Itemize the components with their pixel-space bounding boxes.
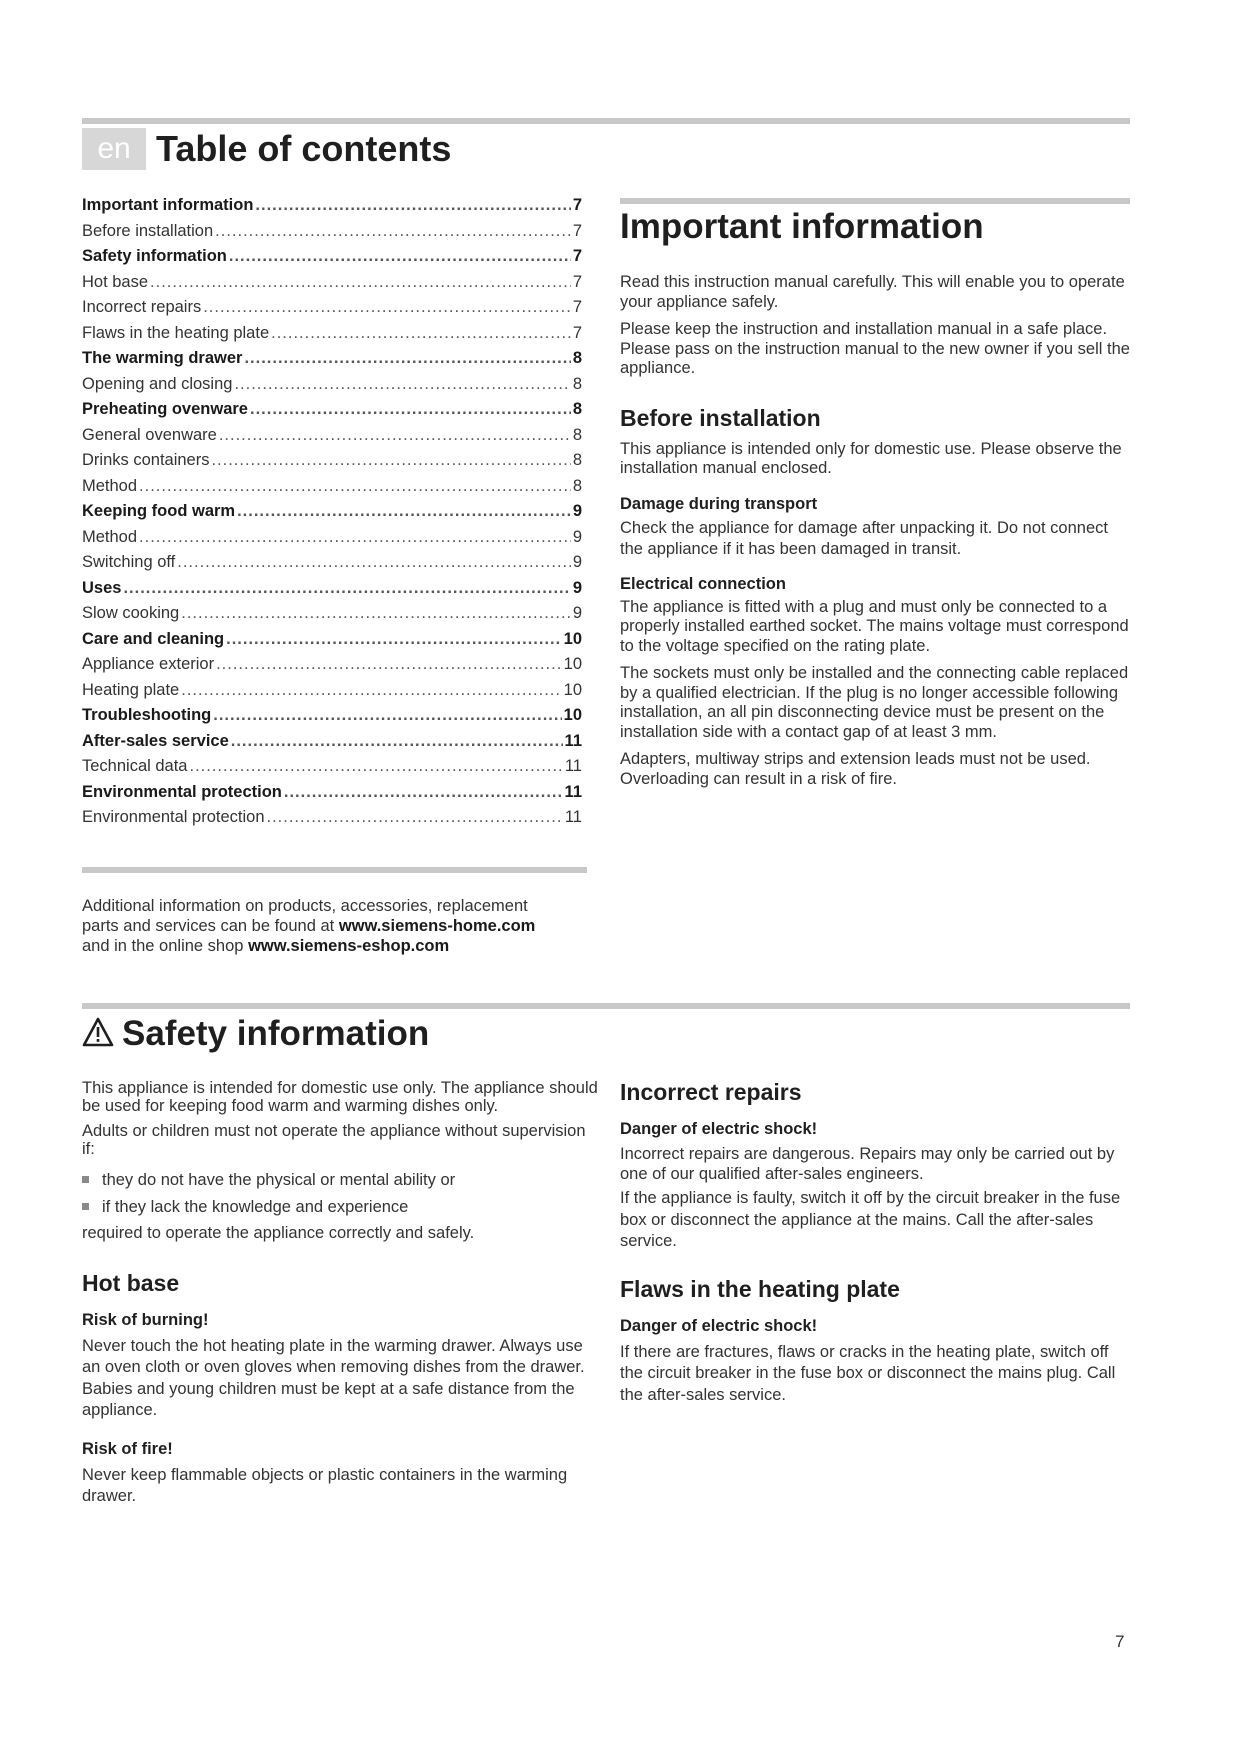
electrical-p2: The sockets must only be installed and the connecting cable replaced by a qualified electrician. If the plug is no longer accessible following installation, an all pin disconnecting device must be present on the installation side with a contact gap of at least 3 mm. — [620, 664, 1129, 741]
toc-entry-page: 11 — [564, 808, 582, 826]
siemens-home-link[interactable]: www.siemens-home.com — [338, 917, 536, 935]
risk-fire-heading: Risk of fire! — [82, 1439, 173, 1458]
important-rule — [620, 198, 1130, 204]
toc-entry-page: 7 — [572, 221, 582, 240]
toc-entry-page: 7 — [572, 196, 582, 214]
toc-entry-page: 11 — [564, 731, 582, 750]
toc-leader-dots — [213, 706, 561, 725]
toc-entry-label: After-sales service — [82, 731, 229, 750]
toc-entry[interactable] — [82, 502, 582, 528]
toc-entry[interactable] — [82, 757, 582, 783]
table-of-contents — [82, 196, 582, 834]
toc-entry-page: 9 — [572, 604, 582, 622]
toc-leader-dots — [284, 783, 563, 802]
toc-leader-dots — [250, 400, 571, 419]
toc-entry-page: 10 — [563, 680, 582, 699]
flaws-electric-shock-heading: Danger of electric shock! — [620, 1316, 818, 1335]
toc-entry[interactable] — [82, 681, 582, 707]
note-line-3: and in the online shop www.siemens-eshop.com — [82, 937, 450, 955]
repairs-p2: If the appliance is faulty, switch it off by the circuit breaker in the fuse box or disconnect the appliance at the mains. Call the after-sales service. — [620, 1189, 1121, 1250]
toc-leader-dots — [203, 298, 571, 317]
toc-leader-dots — [139, 477, 571, 496]
toc-entry-label: Opening and closing — [82, 374, 233, 393]
toc-entry-page: 9 — [572, 553, 582, 571]
toc-entry-page: 9 — [572, 578, 582, 597]
toc-entry-label: Heating plate — [82, 680, 180, 699]
toc-entry-page: 10 — [563, 706, 582, 724]
toc-leader-dots — [139, 528, 571, 547]
toc-entry-page: 8 — [572, 476, 582, 495]
safety-right-column — [620, 1078, 1130, 1406]
page-title: Table of contents — [156, 128, 452, 169]
toc-entry-label: The warming drawer — [82, 349, 243, 367]
toc-entry-page: 8 — [572, 451, 582, 469]
toc-entry-page: 7 — [572, 323, 582, 342]
toc-entry-page: 7 — [572, 272, 582, 291]
toc-entry-label: Drinks containers — [82, 451, 210, 469]
toc-leader-dots — [271, 324, 571, 343]
toc-leader-dots — [255, 196, 570, 215]
toc-entry-page: 10 — [563, 655, 582, 673]
toc-entry-label: Care and cleaning — [82, 629, 225, 648]
important-info-heading: Important information — [620, 207, 984, 246]
risk-fire-text: Never keep flammable objects or plastic containers in the warming drawer. — [82, 1465, 568, 1505]
toc-leader-dots — [190, 757, 563, 776]
safety-left-column — [82, 1080, 602, 1508]
toc-entry-label: Appliance exterior — [82, 655, 215, 673]
hot-base-heading: Hot base — [82, 1269, 180, 1296]
toc-entry-label: Troubleshooting — [82, 706, 212, 724]
important-info-section — [620, 273, 1130, 789]
toc-entry[interactable] — [82, 426, 582, 452]
safety-info-heading: Safety information — [82, 1013, 429, 1055]
toc-entry[interactable] — [82, 349, 582, 375]
risk-burning-heading: Risk of burning! — [82, 1310, 209, 1329]
important-p1: Read this instruction manual carefully. This will enable you to operate your appliance safely. — [620, 273, 1125, 311]
toc-entry-label: Incorrect repairs — [82, 298, 202, 316]
toc-entry-label: Method — [82, 527, 138, 546]
toc-entry-page: 11 — [564, 782, 582, 801]
toc-entry[interactable] — [82, 732, 582, 758]
toc-entry-page: 11 — [564, 757, 582, 775]
safety-p2: Adults or children must not operate the appliance without supervision if: — [82, 1122, 586, 1158]
toc-entry[interactable] — [82, 247, 582, 273]
toc-entry[interactable] — [82, 783, 582, 809]
toc-entry-page: 8 — [572, 374, 582, 393]
toc-entry-label: Before installation — [82, 221, 214, 240]
siemens-eshop-link[interactable]: www.siemens-eshop.com — [248, 937, 450, 955]
note-rule — [82, 867, 587, 873]
toc-entry-label: Keeping food warm — [82, 502, 236, 520]
toc-entry-label: Uses — [82, 578, 122, 597]
before-installation-text: This appliance is intended only for domestic use. Please observe the installation manual enclosed. — [620, 439, 1122, 477]
list-item: they do not have the physical or mental ability or — [82, 1170, 602, 1190]
safety-p3: required to operate the appliance correctly and safely. — [82, 1224, 475, 1242]
page-number: 7 — [1115, 1632, 1125, 1651]
toc-entry[interactable] — [82, 655, 582, 681]
toc-entry[interactable] — [82, 808, 582, 834]
header-rule — [82, 118, 1130, 124]
toc-leader-dots — [211, 451, 570, 470]
toc-entry[interactable] — [82, 196, 582, 222]
toc-leader-dots — [177, 553, 571, 572]
toc-entry[interactable] — [82, 706, 582, 732]
incorrect-repairs-heading: Incorrect repairs — [620, 1079, 802, 1105]
electrical-connection-heading: Electrical connection — [620, 574, 786, 593]
bullet-icon — [82, 1203, 89, 1210]
toc-entry[interactable] — [82, 553, 582, 579]
toc-entry-label: Technical data — [82, 757, 188, 775]
toc-entry-label: General ovenware — [82, 425, 217, 444]
flaws-text: If there are fractures, flaws or cracks in the heating plate, switch off the circuit breaker in the fuse box or disconnect the mains plug. Call the after-sales service. — [620, 1342, 1116, 1404]
toc-leader-dots — [237, 502, 571, 521]
toc-leader-dots — [150, 273, 571, 292]
toc-entry[interactable] — [82, 604, 582, 630]
warning-icon — [82, 1017, 114, 1047]
toc-entry-label: Important information — [82, 196, 254, 214]
toc-entry[interactable] — [82, 400, 582, 426]
toc-leader-dots — [267, 808, 563, 827]
repairs-p1: Incorrect repairs are dangerous. Repairs may only be carried out by one of our qualified after-sales engineers. — [620, 1145, 1115, 1183]
toc-entry[interactable] — [82, 375, 582, 401]
additional-info-note — [82, 896, 602, 956]
toc-entry[interactable] — [82, 298, 582, 324]
note-line-2: parts and services can be found at www.siemens-home.com — [82, 917, 536, 935]
toc-entry-page: 9 — [572, 527, 582, 546]
toc-leader-dots — [244, 349, 570, 368]
toc-entry-page: 8 — [572, 349, 582, 367]
toc-leader-dots — [216, 655, 562, 674]
toc-leader-dots — [229, 247, 571, 266]
toc-entry[interactable] — [82, 273, 582, 299]
toc-leader-dots — [123, 579, 570, 598]
toc-entry-label: Hot base — [82, 272, 149, 291]
toc-entry-label: Slow cooking — [82, 604, 180, 622]
toc-entry-label: Environmental protection — [82, 808, 265, 826]
toc-entry-label: Environmental protection — [82, 782, 282, 801]
toc-entry-page: 9 — [572, 502, 582, 520]
bullet-icon — [82, 1176, 89, 1183]
electric-shock-heading: Danger of electric shock! — [620, 1120, 818, 1138]
toc-entry-page: 10 — [563, 629, 582, 648]
damage-transport-text: Check the appliance for damage after unpacking it. Do not connect the appliance if it has been damaged in transit. — [620, 518, 1108, 558]
flaws-heating-plate-heading: Flaws in the heating plate — [620, 1275, 900, 1302]
toc-entry-page: 8 — [572, 425, 582, 444]
electrical-p3: Adapters, multiway strips and extension leads must not be used. Overloading can result in a risk of fire. — [620, 750, 1091, 788]
toc-leader-dots — [181, 681, 561, 700]
toc-leader-dots — [234, 375, 570, 394]
toc-entry-page: 7 — [572, 247, 582, 265]
damage-transport-heading: Damage during transport — [620, 494, 818, 513]
toc-entry[interactable] — [82, 477, 582, 503]
toc-entry[interactable] — [82, 222, 582, 248]
toc-entry[interactable] — [82, 324, 582, 350]
toc-entry-label: Flaws in the heating plate — [82, 323, 270, 342]
toc-entry[interactable] — [82, 630, 582, 656]
toc-entry-label: Safety information — [82, 247, 227, 265]
language-badge: en — [82, 128, 146, 170]
toc-entry[interactable] — [82, 528, 582, 554]
toc-entry-page: 8 — [572, 400, 582, 418]
risk-burning-text: Never touch the hot heating plate in the warming drawer. Always use an oven cloth or oven gloves when removing dishes from the drawer. Babies and young children must be kept at a safe distance from the appliance. — [82, 1336, 585, 1419]
toc-leader-dots — [231, 732, 563, 751]
toc-leader-dots — [226, 630, 562, 649]
toc-entry[interactable] — [82, 579, 582, 605]
toc-entry-label: Switching off — [82, 553, 176, 571]
important-p2: Please keep the instruction and installation manual in a safe place. Please pass on the instruction manual to the new owner if you sell the appliance. — [620, 320, 1130, 377]
safety-rule — [82, 1003, 1130, 1009]
electrical-p1: The appliance is fitted with a plug and must only be connected to a properly installed earthed socket. The mains voltage must correspond to the voltage specified on the rating plate. — [620, 597, 1129, 655]
toc-leader-dots — [215, 222, 571, 241]
toc-leader-dots — [181, 604, 571, 623]
toc-entry-page: 7 — [572, 298, 582, 316]
toc-leader-dots — [219, 426, 571, 445]
list-item: if they lack the knowledge and experience — [82, 1197, 602, 1217]
before-installation-heading: Before installation — [620, 404, 821, 431]
toc-entry-label: Preheating ovenware — [82, 400, 248, 418]
safety-p1: This appliance is intended for domestic use only. The appliance should be used for keeping food warm and warming dishes only. — [82, 1079, 598, 1115]
toc-entry[interactable] — [82, 451, 582, 477]
note-line-1: Additional information on products, accessories, replacement — [82, 897, 528, 915]
toc-entry-label: Method — [82, 476, 138, 495]
